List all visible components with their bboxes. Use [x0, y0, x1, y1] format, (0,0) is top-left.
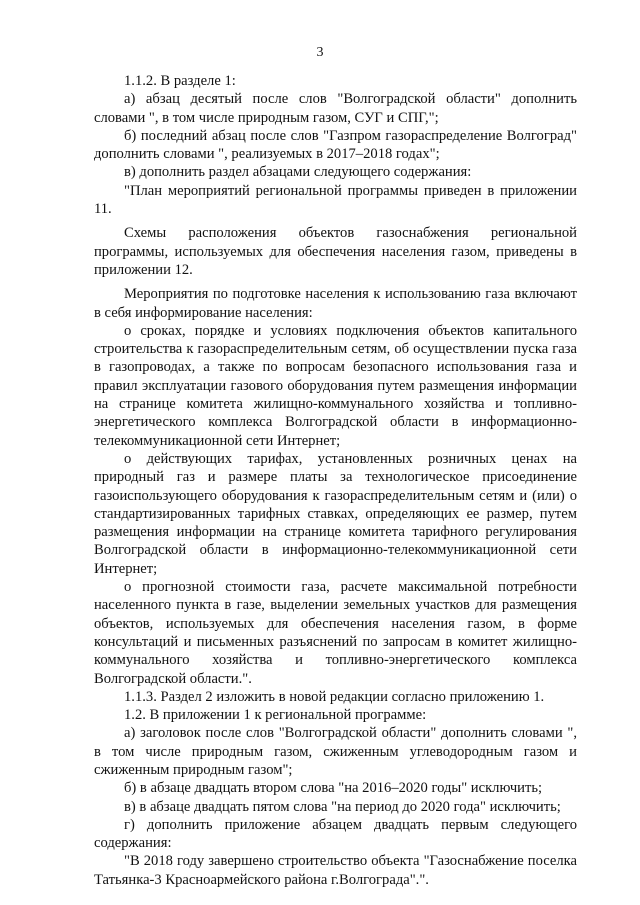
paragraph: "План мероприятий региональной программы приведен в приложении 11.	[94, 182, 577, 218]
paragraph: о прогнозной стоимости газа, расчете максимальной потребности населенного пункта в газе, выделении земельных участков для размещения объектов, используемых для обеспечения населения газом, в форме консультаций и письменных разъяснений по запросам в комитет жилищно-коммунального хозяйства и топливно-энергетического комплекса Волгоградской области.".	[94, 579, 577, 687]
paragraph: о сроках, порядке и условиях подключения объектов капитального строительства к газораспределительным сетям, об осуществлении пуска газа в газопроводах, а также по вопросам безопасного использования газа и правил эксплуатации газового оборудования путем размещения информации на странице комитета жилищно-коммунального хозяйства и топливно-энергетического комплекса Волгоградской области в информационно-телекоммуникационной сети Интернет;	[94, 322, 577, 449]
document-body	[94, 72, 577, 889]
paragraph: "В 2018 году завершено строительство объекта "Газоснабжение поселка Татьянка-3 Красноармейского района г.Волгограда".".	[94, 853, 577, 888]
paragraph: в) в абзаце двадцать пятом слова "на период до 2020 года" исключить;	[124, 798, 561, 815]
paragraph: о действующих тарифах, установленных розничных ценах на природный газ и размере платы за технологическое присоединение газоиспользующего оборудования к газораспределительным сетям и (или) о стандартизированных тарифных ставках, определяющих ее размер, путем размещения информации на странице комитета тарифного регулирования Волгоградской области в информационно-телекоммуникационной сети Интернет;	[94, 450, 577, 577]
paragraph: 1.1.2. В разделе 1:	[124, 73, 236, 89]
paragraph: б) последний абзац после слов "Газпром газораспределение Волгоград" дополнить словами ", реализуемых в 2017–2018 годах";	[94, 127, 577, 163]
paragraph: 1.1.3. Раздел 2 изложить в новой редакции согласно приложению 1.	[124, 688, 545, 705]
paragraph: а) абзац десятый после слов "Волгоградской области" дополнить словами ", в том числе природным газом, СУГ и СПГ,";	[94, 91, 577, 126]
paragraph: Схемы расположения объектов газоснабжения региональной программы, используемых для обеспечения населения газом, приведены в приложении 12.	[94, 225, 577, 278]
paragraph: б) в абзаце двадцать втором слова "на 2016–2020 годы" исключить;	[124, 780, 543, 797]
paragraph: Мероприятия по подготовке населения к использованию газа включают в себя информирование населения:	[94, 286, 577, 321]
paragraph: в) дополнить раздел абзацами следующего содержания:	[124, 164, 472, 181]
paragraph: 1.2. В приложении 1 к региональной программе:	[124, 707, 427, 724]
paragraph: г) дополнить приложение абзацем двадцать первым следующего содержания:	[94, 816, 577, 852]
page-number: 3	[316, 45, 324, 60]
paragraph: а) заголовок после слов "Волгоградской области" дополнить словами ", в том числе природным газом, сжиженным углеводородным газом и сжиженным природным газом";	[94, 725, 577, 778]
